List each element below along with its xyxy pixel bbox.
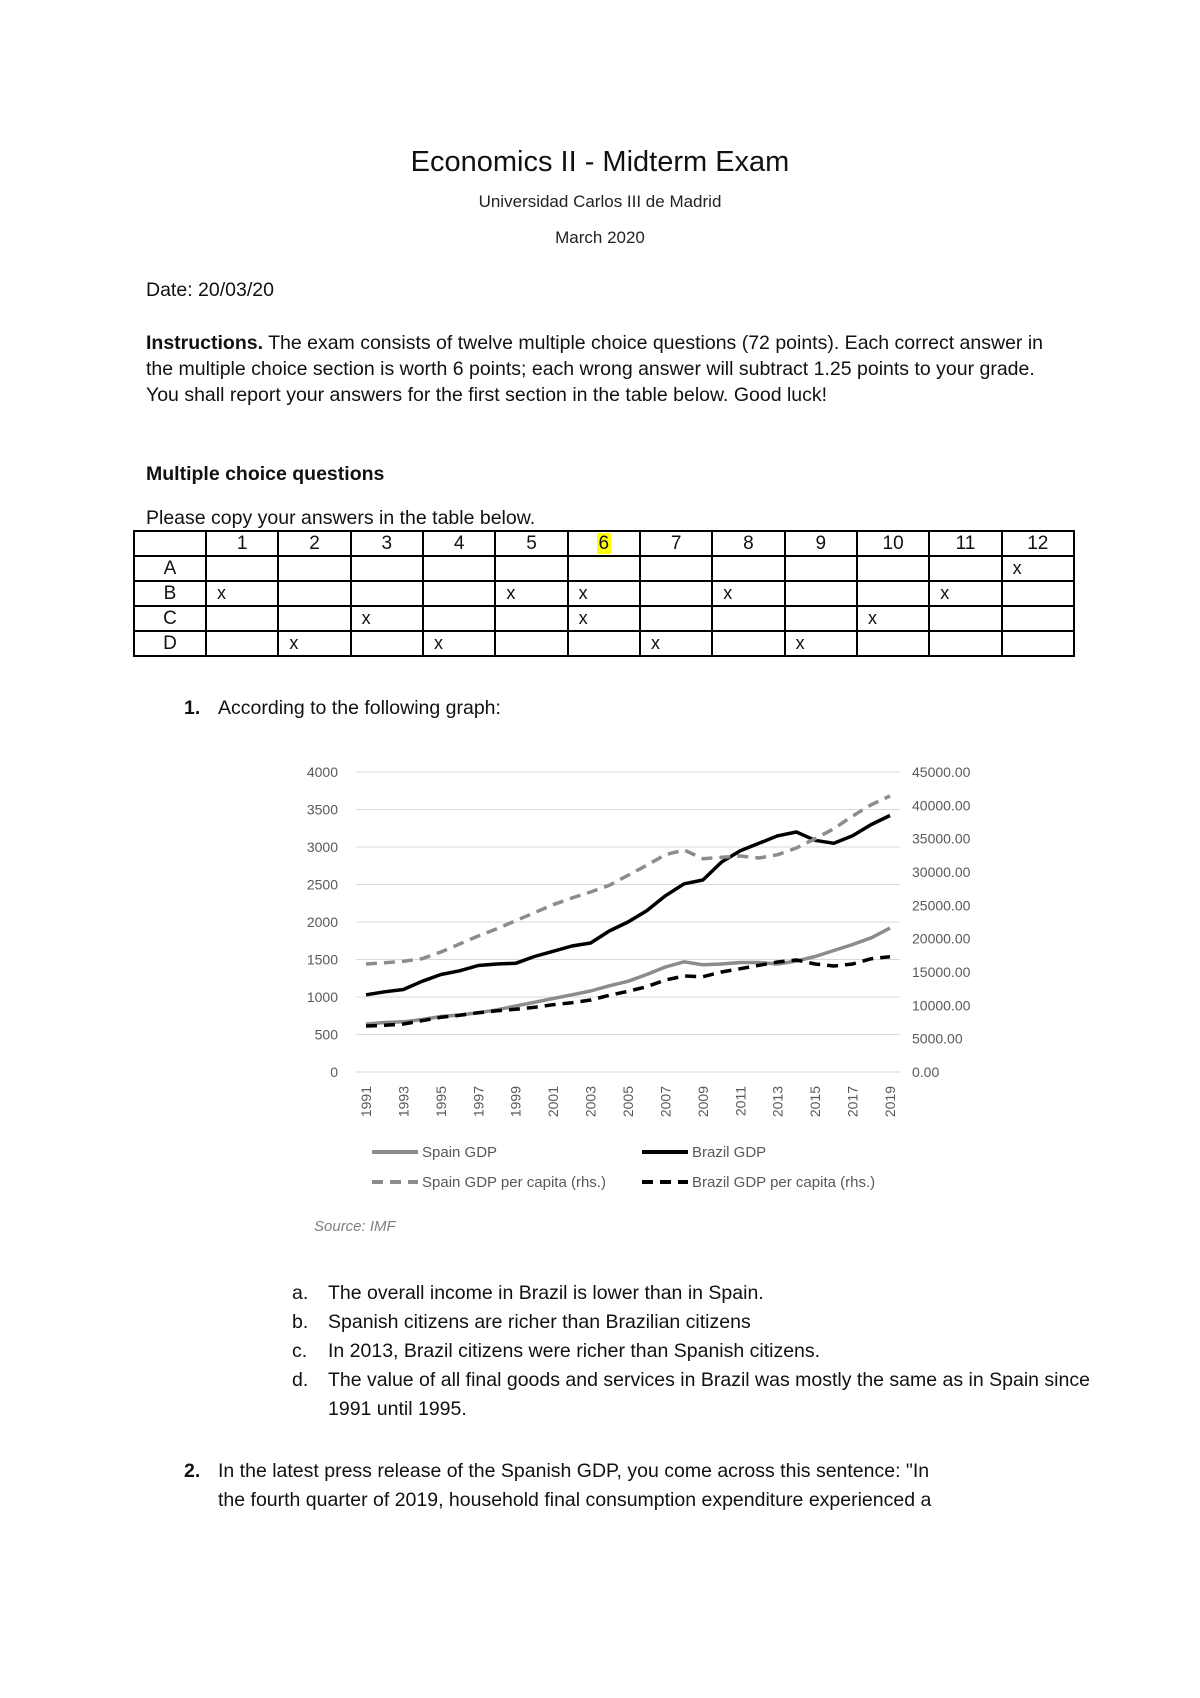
column-number: 11 bbox=[955, 532, 976, 554]
answer-cell[interactable] bbox=[640, 631, 712, 656]
answer-cell[interactable] bbox=[568, 556, 640, 581]
x-tick-label: 2007 bbox=[657, 1086, 674, 1118]
answer-cell[interactable] bbox=[1002, 581, 1074, 606]
instructions-label: Instructions. bbox=[146, 332, 264, 354]
answer-cell[interactable] bbox=[568, 581, 640, 606]
x-tick-label: 2011 bbox=[732, 1086, 749, 1117]
answer-cell[interactable] bbox=[206, 581, 278, 606]
answer-table-corner-cell bbox=[134, 531, 206, 556]
y-right-tick-label: 15000.00 bbox=[912, 964, 971, 980]
option-text: In 2013, Brazil citizens were richer than Spanish citizens. bbox=[328, 1340, 821, 1362]
answer-cell[interactable] bbox=[857, 631, 929, 656]
answer-cell[interactable] bbox=[278, 606, 350, 631]
answer-mark: x bbox=[433, 633, 443, 653]
y-left-tick-label: 3000 bbox=[306, 839, 338, 855]
question-2-line-2: the fourth quarter of 2019, household final consumption expenditure experienced a bbox=[218, 1489, 932, 1511]
y-right-tick-label: 0.00 bbox=[912, 1064, 940, 1080]
answer-row-c bbox=[134, 606, 1074, 631]
y-left-tick-label: 3500 bbox=[306, 801, 338, 818]
answer-mark: x bbox=[289, 633, 299, 653]
option-d bbox=[292, 1366, 1092, 1424]
answer-cell[interactable] bbox=[495, 631, 567, 656]
answer-table-column-header bbox=[423, 531, 495, 556]
y-left-tick-label: 0 bbox=[330, 1064, 338, 1080]
answer-cell[interactable] bbox=[785, 606, 857, 631]
column-number: 12 bbox=[1027, 532, 1049, 554]
answer-table-column-header bbox=[857, 531, 929, 556]
answer-cell[interactable] bbox=[568, 631, 640, 656]
x-tick-label: 2013 bbox=[769, 1086, 786, 1118]
y-right-tick-label: 20000.00 bbox=[912, 930, 971, 947]
answer-mark: x bbox=[650, 633, 660, 653]
answer-cell[interactable] bbox=[929, 631, 1001, 656]
answer-row-d bbox=[134, 631, 1074, 656]
answer-table-column-header bbox=[568, 531, 640, 556]
option-text: The overall income in Brazil is lower than in Spain. bbox=[328, 1282, 764, 1304]
answer-cell[interactable] bbox=[278, 631, 350, 656]
answer-table-column-header bbox=[929, 531, 1001, 556]
column-number: 5 bbox=[526, 532, 537, 554]
answer-mark: x bbox=[578, 608, 588, 628]
y-right-tick-label: 35000.00 bbox=[912, 830, 971, 847]
y-left-tick-label: 500 bbox=[314, 1026, 338, 1043]
option-c bbox=[292, 1337, 1092, 1366]
series-line-brazil-gdp-per-capita-rhs bbox=[366, 957, 890, 1026]
option-text: Spanish citizens are richer than Brazilian citizens bbox=[328, 1311, 751, 1333]
answer-cell[interactable] bbox=[640, 581, 712, 606]
answer-table-column-header bbox=[1002, 531, 1074, 556]
answer-cell[interactable] bbox=[712, 631, 784, 656]
answer-cell[interactable] bbox=[929, 556, 1001, 581]
y-right-tick-label: 45000.00 bbox=[912, 764, 971, 780]
option-b bbox=[292, 1308, 1092, 1337]
answer-mark: x bbox=[361, 608, 371, 628]
x-tick-label: 1997 bbox=[470, 1086, 487, 1118]
answer-cell[interactable] bbox=[423, 581, 495, 606]
column-number: 3 bbox=[381, 532, 393, 554]
chart-source-note: Source: IMF bbox=[314, 1218, 396, 1235]
answer-cell[interactable] bbox=[423, 556, 495, 581]
answer-mark: x bbox=[723, 583, 733, 603]
answer-row-a bbox=[134, 556, 1074, 581]
question-2-line-1: In the latest press release of the Spanish GDP, you come across this sentence: "In bbox=[218, 1460, 930, 1482]
column-number: 8 bbox=[743, 532, 754, 554]
answer-table-column-header bbox=[206, 531, 278, 556]
x-tick-label: 2009 bbox=[694, 1086, 711, 1118]
column-number: 4 bbox=[453, 532, 465, 554]
x-tick-label: 2005 bbox=[620, 1086, 636, 1118]
exam-date: Date: 20/03/20 bbox=[146, 279, 274, 301]
series-line-spain-gdp bbox=[366, 928, 890, 1024]
answer-table-column-header bbox=[640, 531, 712, 556]
x-tick-label: 2019 bbox=[882, 1086, 898, 1118]
answer-cell[interactable] bbox=[929, 581, 1001, 606]
answer-mark: x bbox=[940, 583, 950, 603]
instructions-paragraph bbox=[146, 330, 1066, 408]
y-left-tick-label: 1500 bbox=[306, 951, 338, 968]
answer-table bbox=[133, 530, 1075, 657]
question-1-text: According to the following graph: bbox=[218, 697, 501, 719]
option-letter: d. bbox=[292, 1369, 309, 1391]
x-tick-label: 2001 bbox=[545, 1086, 562, 1118]
answer-cell[interactable] bbox=[206, 631, 278, 656]
answer-cell[interactable] bbox=[423, 606, 495, 631]
answer-cell[interactable] bbox=[712, 581, 784, 606]
answer-row-label: A bbox=[134, 556, 206, 581]
answer-cell[interactable] bbox=[351, 581, 423, 606]
answer-mark: x bbox=[506, 583, 516, 603]
answer-cell[interactable] bbox=[640, 556, 712, 581]
answer-cell[interactable] bbox=[423, 631, 495, 656]
answer-cell[interactable] bbox=[857, 581, 929, 606]
question-1-number: 1. bbox=[184, 697, 201, 719]
answer-cell[interactable] bbox=[1002, 631, 1074, 656]
answer-cell[interactable] bbox=[568, 606, 640, 631]
option-letter: b. bbox=[292, 1311, 309, 1333]
x-tick-label: 1993 bbox=[395, 1086, 412, 1118]
answer-cell[interactable] bbox=[785, 631, 857, 656]
y-left-tick-label: 2500 bbox=[306, 876, 338, 893]
answer-row-b bbox=[134, 581, 1074, 606]
answer-cell[interactable] bbox=[712, 606, 784, 631]
answer-table-column-header bbox=[495, 531, 567, 556]
answer-mark: x bbox=[867, 608, 877, 628]
question-2-number: 2. bbox=[184, 1460, 201, 1482]
legend-label: Brazil GDP per capita (rhs.) bbox=[692, 1174, 876, 1191]
answer-table-header-row bbox=[134, 531, 1074, 556]
question-1-options bbox=[292, 1279, 1092, 1424]
answer-cell[interactable] bbox=[785, 581, 857, 606]
option-text: The value of all final goods and services in Brazil was mostly the same as in Spain since 1991 until 1995. bbox=[328, 1369, 1090, 1420]
x-tick-label: 2003 bbox=[582, 1086, 599, 1118]
column-number: 1 bbox=[236, 532, 248, 554]
answer-table-column-header bbox=[785, 531, 857, 556]
university-name: Universidad Carlos III de Madrid bbox=[478, 192, 722, 211]
y-left-tick-label: 2000 bbox=[306, 914, 338, 930]
option-letter: c. bbox=[292, 1340, 308, 1362]
option-letter: a. bbox=[292, 1282, 309, 1304]
answer-mark: x bbox=[578, 583, 588, 603]
y-right-tick-label: 40000.00 bbox=[912, 797, 971, 814]
answer-cell[interactable] bbox=[1002, 556, 1074, 581]
instructions-text: The exam consists of twelve multiple choice questions (72 points). Each correct answer in the multiple choice section is worth 6 points; each wrong answer will subtract 1.25 points to your grade. You shall report your answers for the first section in the table below. Good luck! bbox=[146, 332, 1044, 406]
answer-cell[interactable] bbox=[278, 556, 350, 581]
answer-mark: x bbox=[217, 583, 226, 603]
answer-cell[interactable] bbox=[278, 581, 350, 606]
answer-cell[interactable] bbox=[206, 606, 278, 631]
legend-label: Spain GDP per capita (rhs.) bbox=[422, 1174, 606, 1191]
column-number: 10 bbox=[882, 532, 904, 554]
answer-cell[interactable] bbox=[495, 606, 567, 631]
answer-cell[interactable] bbox=[206, 556, 278, 581]
y-right-tick-label: 25000.00 bbox=[912, 897, 971, 914]
y-right-tick-label: 30000.00 bbox=[912, 864, 971, 880]
answer-row-label: D bbox=[134, 631, 206, 656]
column-number: 9 bbox=[815, 532, 827, 554]
answer-cell[interactable] bbox=[351, 606, 423, 631]
legend-label: Brazil GDP bbox=[692, 1144, 767, 1161]
column-number: 6 bbox=[598, 532, 610, 554]
answer-mark: x bbox=[1012, 558, 1022, 578]
answer-cell[interactable] bbox=[857, 606, 929, 631]
answer-table-column-header bbox=[278, 531, 350, 556]
mcq-heading: Multiple choice questions bbox=[146, 463, 385, 485]
answer-mark: x bbox=[795, 633, 805, 653]
option-a bbox=[292, 1279, 1092, 1308]
x-tick-label: 1991 bbox=[358, 1086, 374, 1118]
y-left-tick-label: 4000 bbox=[306, 764, 338, 780]
x-tick-label: 2015 bbox=[807, 1086, 824, 1118]
answer-cell[interactable] bbox=[857, 556, 929, 581]
x-tick-label: 1995 bbox=[432, 1086, 449, 1118]
answer-row-label: C bbox=[134, 606, 206, 631]
y-right-tick-label: 10000.00 bbox=[912, 997, 971, 1014]
exam-month: March 2020 bbox=[555, 228, 645, 247]
answer-cell[interactable] bbox=[712, 556, 784, 581]
answer-cell[interactable] bbox=[351, 556, 423, 581]
x-tick-label: 2017 bbox=[844, 1086, 861, 1118]
legend-label: Spain GDP bbox=[422, 1144, 498, 1161]
answer-cell[interactable] bbox=[351, 631, 423, 656]
column-number: 2 bbox=[309, 532, 320, 554]
question-2-text bbox=[218, 1457, 1098, 1515]
answer-cell[interactable] bbox=[640, 606, 712, 631]
answer-cell[interactable] bbox=[929, 606, 1001, 631]
answer-cell[interactable] bbox=[495, 556, 567, 581]
exam-title: Economics II - Midterm Exam bbox=[410, 146, 790, 178]
answer-cell[interactable] bbox=[495, 581, 567, 606]
answer-cell[interactable] bbox=[785, 556, 857, 581]
answer-row-label: B bbox=[134, 581, 206, 606]
y-right-tick-label: 5000.00 bbox=[912, 1030, 963, 1047]
answer-table-column-header bbox=[351, 531, 423, 556]
answer-table-column-header bbox=[712, 531, 784, 556]
y-left-tick-label: 1000 bbox=[306, 989, 338, 1005]
column-number: 7 bbox=[670, 532, 682, 554]
x-tick-label: 1999 bbox=[507, 1086, 524, 1118]
gdp-chart bbox=[280, 750, 971, 1250]
copy-answers-instruction: Please copy your answers in the table below. bbox=[146, 507, 536, 529]
series-line-spain-gdp-per-capita-rhs bbox=[366, 796, 890, 964]
answer-cell[interactable] bbox=[1002, 606, 1074, 631]
